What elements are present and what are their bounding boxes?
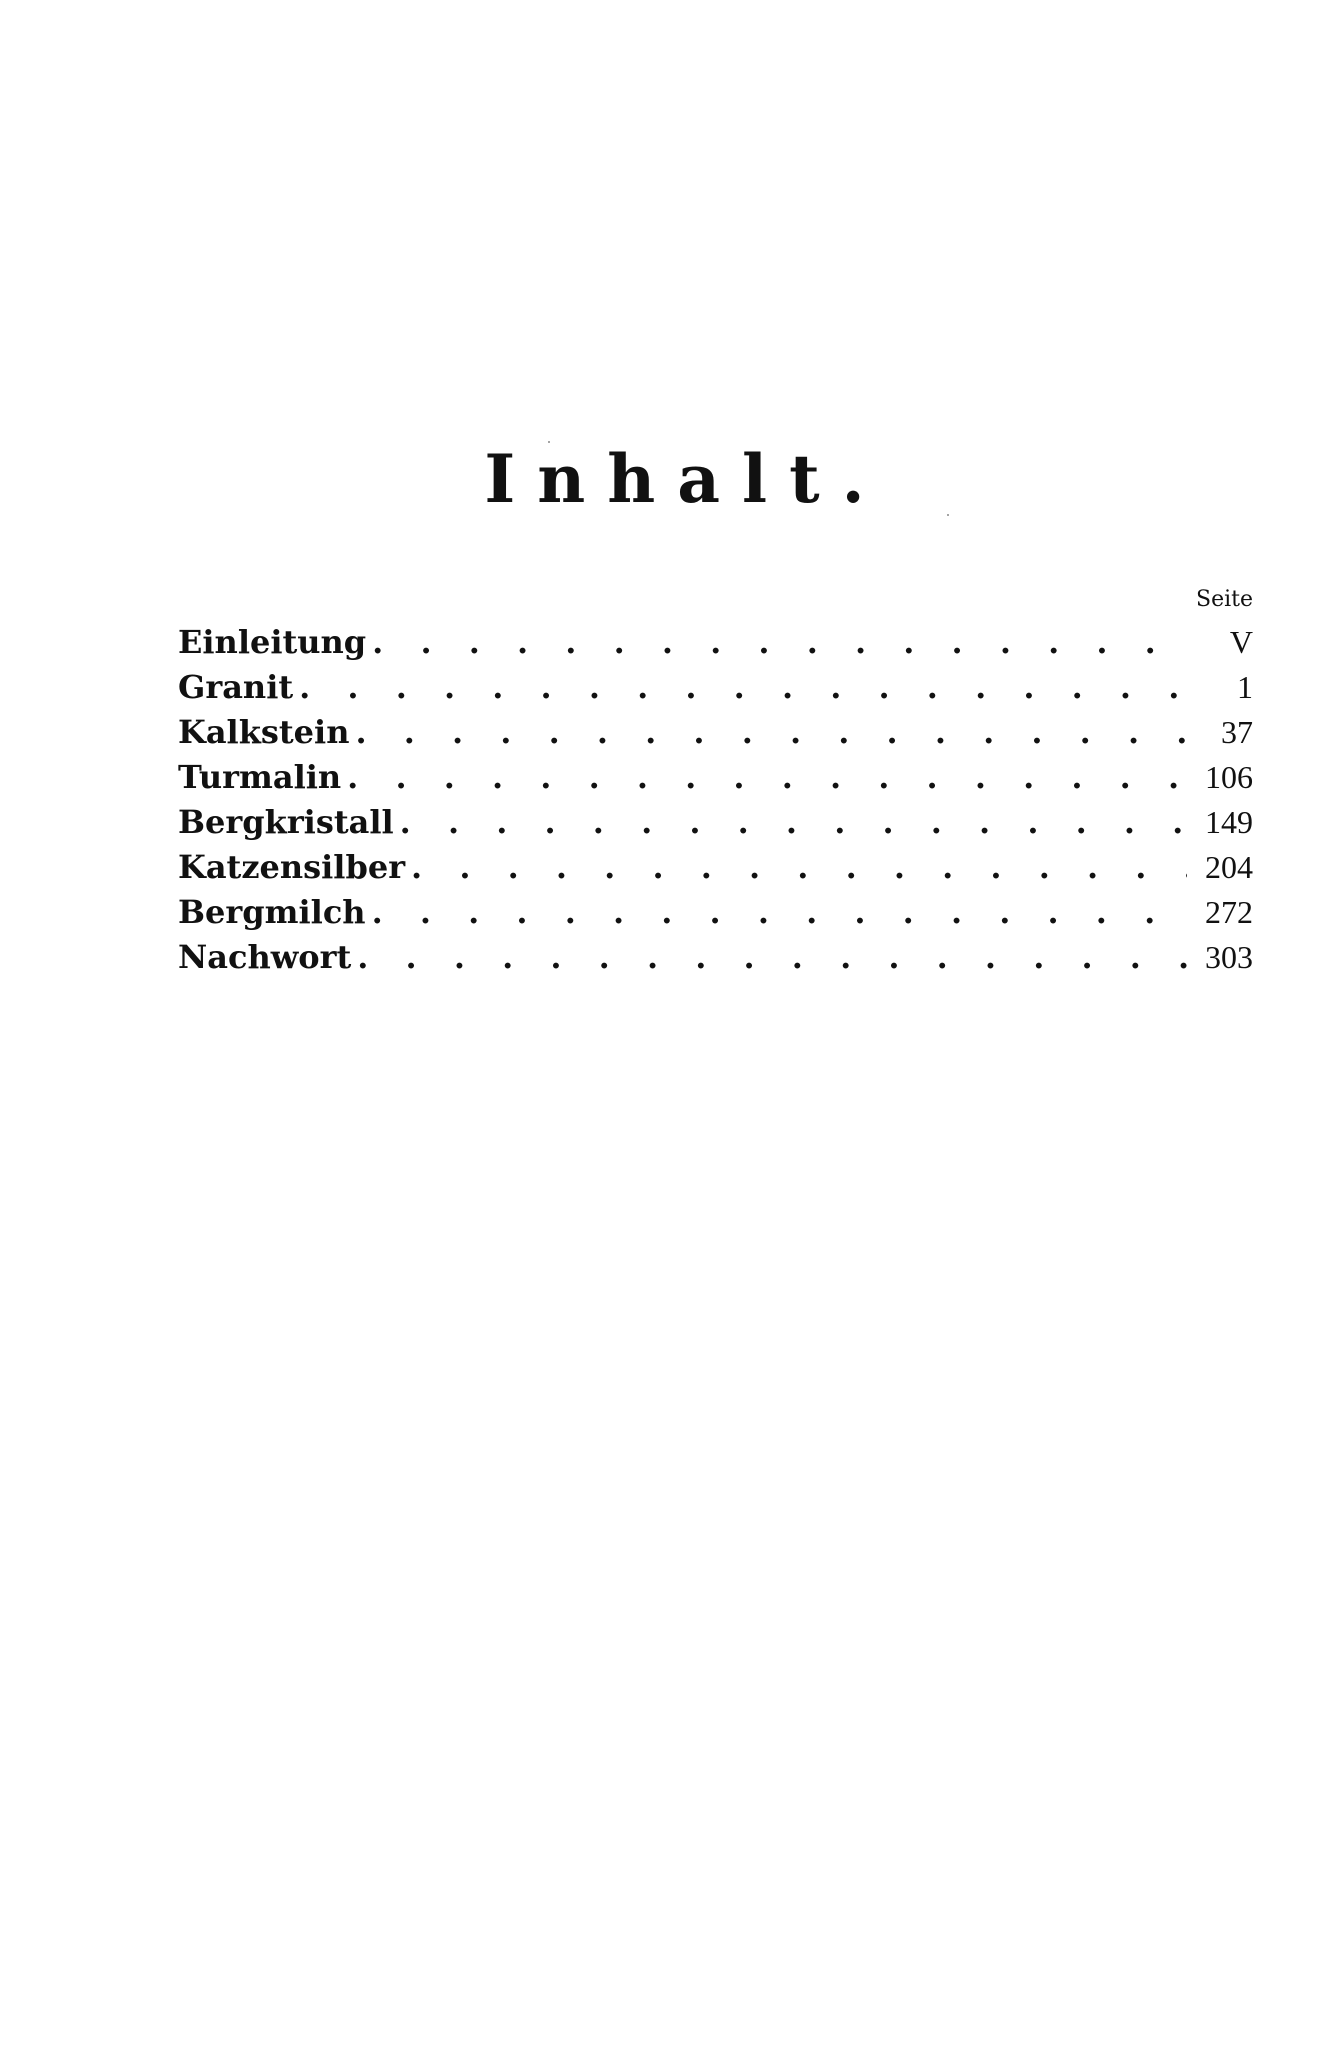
toc-entry[interactable] [178,665,1253,710]
toc-entry-page: 37 [1221,714,1253,750]
table-of-contents [178,580,1253,980]
dot-leader [299,665,1187,710]
dot-leader [411,845,1187,890]
toc-entry-page: 272 [1205,894,1253,930]
toc-entry-page: 1 [1237,669,1253,705]
toc-entry[interactable] [178,935,1253,980]
toc-entry-label: Bergkristall [178,803,394,841]
dot-leader [372,620,1187,665]
toc-entry-label: Nachwort [178,938,352,976]
toc-entry-label: Katzensilber [178,848,406,886]
toc-entry[interactable] [178,755,1253,800]
dot-leader [357,935,1187,980]
toc-entry-page: 303 [1205,939,1253,975]
toc-entry-label: Bergmilch [178,893,366,931]
toc-entry-page: V [1229,624,1253,660]
toc-entry-label: Einleitung [178,623,367,661]
toc-entry[interactable] [178,710,1253,755]
toc-entry-page: 149 [1205,804,1253,840]
toc-entry-label: Turmalin [178,758,342,796]
toc-entry[interactable] [178,800,1253,845]
dot-leader [355,710,1187,755]
toc-entry-label: Kalkstein [178,713,350,751]
toc-entry[interactable] [178,845,1253,890]
page-title: Inhalt. [484,440,887,518]
dot-leader [400,800,1187,845]
toc-entry-label: Granit [178,668,294,706]
toc-entry-page: 106 [1205,759,1253,795]
toc-entry[interactable] [178,890,1253,935]
dot-leader [372,890,1187,935]
toc-entry[interactable] [178,620,1253,665]
page-column-header: Seite [1196,587,1253,612]
dot-leader [347,755,1187,800]
toc-entry-page: 204 [1205,849,1253,885]
